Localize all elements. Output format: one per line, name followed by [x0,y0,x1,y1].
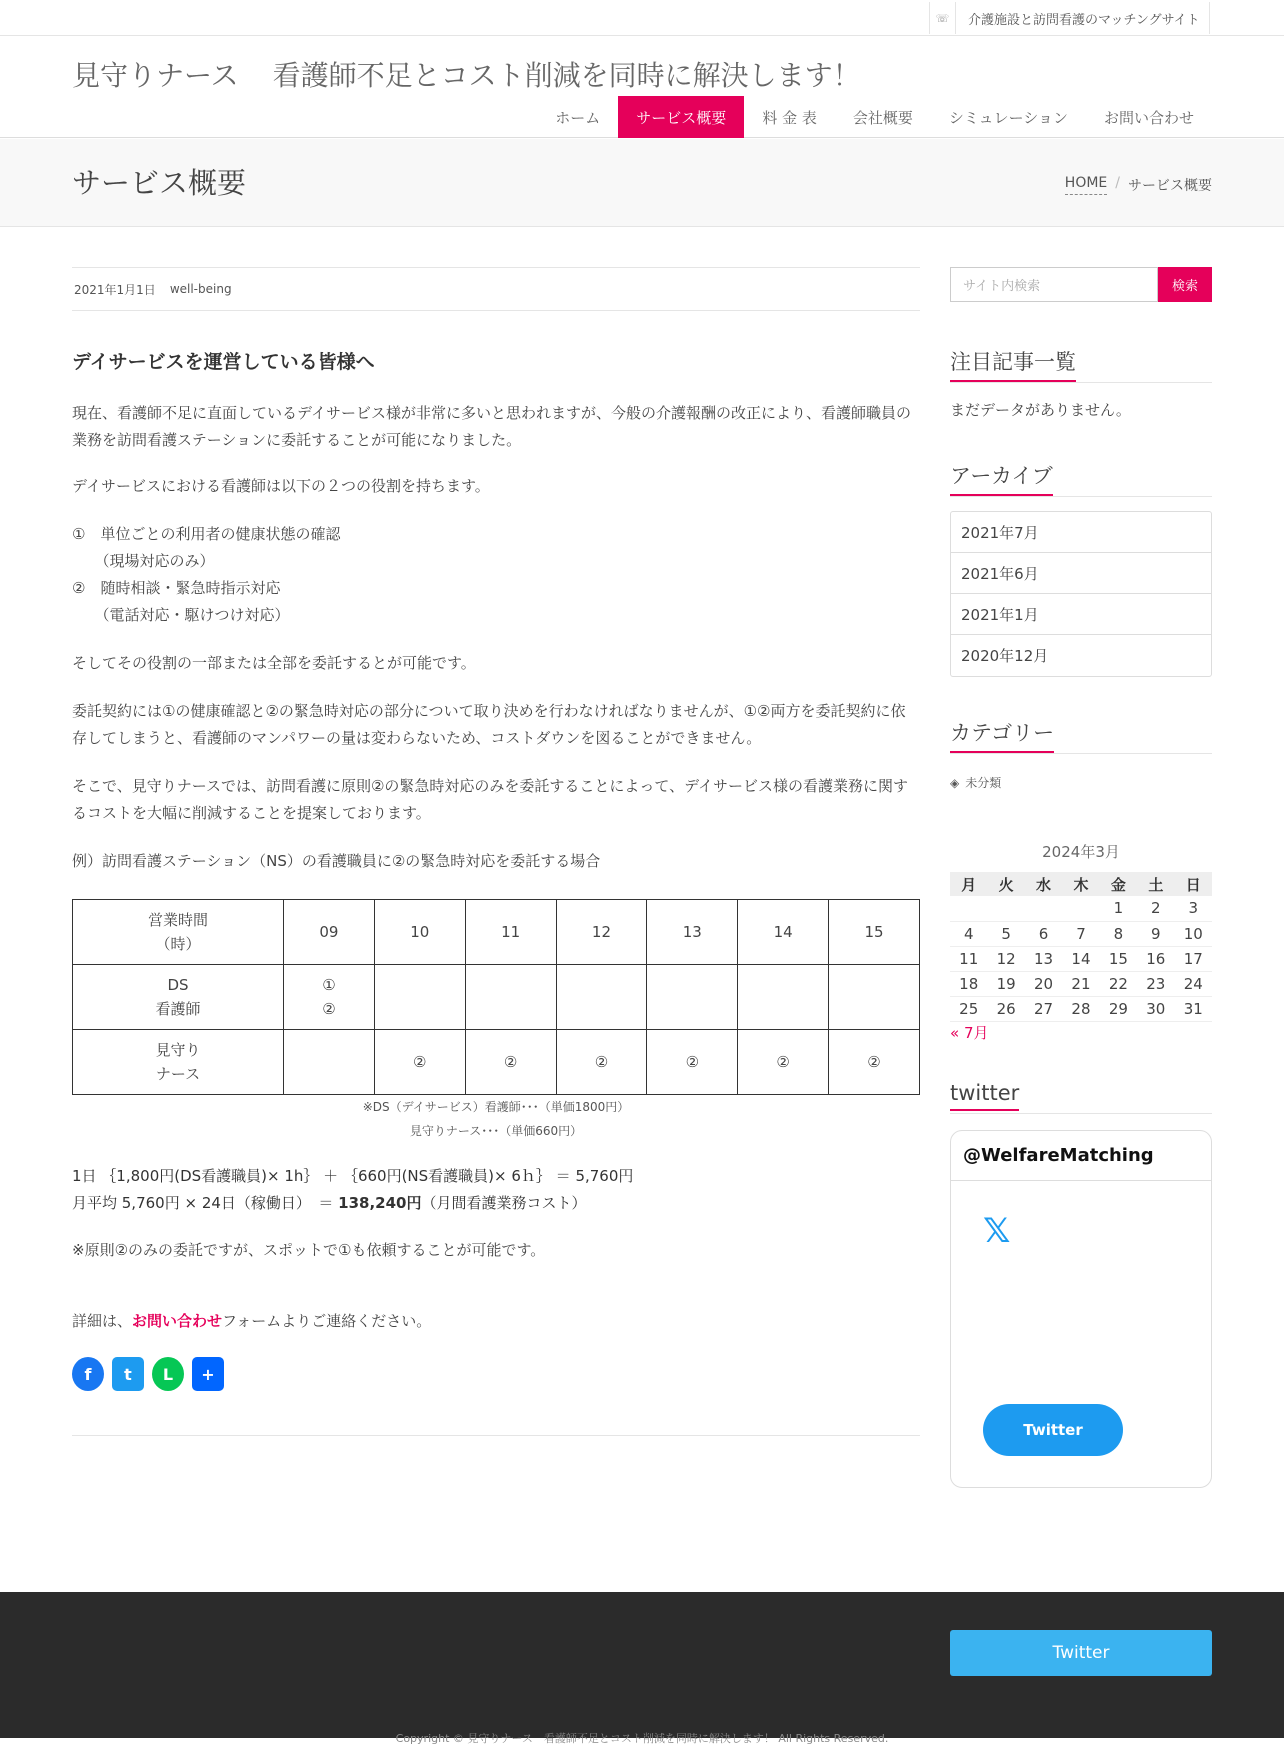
table-row [73,965,920,1030]
site-header [0,36,1284,138]
calendar-day: 5 [987,921,1024,946]
calendar-day: 1 [1100,896,1137,921]
monthly-total: 138,240円 [338,1194,422,1212]
ds-label-cell: DS 看護師 [73,965,284,1030]
role-1-note: （現場対応のみ） [72,552,215,570]
post-meta [72,267,920,311]
calendar-day [987,896,1024,921]
empty-cell [829,965,920,1030]
twitter-widget [950,1081,1212,1488]
calendar-day: 31 [1175,996,1212,1021]
role-2: ② 随時相談・緊急時指示対応 [72,579,281,597]
nav-simulation[interactable]: シミュレーション [948,108,1068,127]
calendar-day: 4 [950,921,987,946]
footer-twitter-button[interactable]: Twitter [950,1630,1212,1676]
search-input[interactable]: サイト内検索 [950,267,1158,302]
paragraph-example: 例）訪問看護ステーション（NS）の看護職員に②の緊急時対応を委託する場合 [72,852,601,870]
ns-cell: ② [738,1030,829,1095]
calendar-day: 13 [1025,946,1062,971]
archive-item[interactable]: 2021年7月 [951,512,1211,553]
nav-pricing[interactable]: 料 金 表 [762,108,817,127]
archive-item[interactable]: 2021年1月 [951,594,1211,635]
paragraph-contact: 詳細は、お問い合わせフォームよりご連絡ください。 [72,1312,432,1330]
line-icon[interactable]: L [152,1357,184,1391]
calendar-day: 9 [1137,921,1174,946]
calendar-day: 3 [1175,896,1212,921]
role-2-note: （電話対応・駆けつけ対応） [72,606,290,624]
archive-item[interactable]: 2020年12月 [961,647,1049,665]
main-nav [537,96,1212,138]
paragraph-contract: 委託契約には①の健康確認と②の緊急時対応の部分について取り決めを行わなければなりませんが、①②両方を委託契約に依存してしまうと、看護師のマンパワーの量は変わらないため、コストダウンを図ることができません。 [72,702,906,747]
calendar-day: 10 [1175,921,1212,946]
schedule-table [72,899,920,1095]
ns-cell: ② [374,1030,465,1095]
category-widget [950,717,1212,791]
site-description: 看護師不足とコスト削減を同時に解決します！ [272,59,861,92]
post-date: 2021年1月1日 [74,282,156,297]
empty-cell [374,965,465,1030]
calendar-table [950,872,1212,1022]
ns-cell: ② [647,1030,738,1095]
weekday-label: 水 [1025,872,1062,896]
ns-cell: ② [829,1030,920,1095]
table-header-cell: 営業時間 （時） [73,900,284,965]
phone-icon: ☏ [930,2,956,34]
twitter-icon[interactable]: t [112,1357,144,1391]
weekday-label: 月 [950,872,987,896]
page-header [0,139,1284,227]
twitter-embed-card [950,1130,1212,1488]
table-row [73,900,920,965]
paragraph-proposal: そこで、見守りナースでは、訪問看護に原則②の緊急時対応のみを委託することによって、デイサービス様の看護業務に関するコストを大幅に削減することを提案しております。 [72,777,909,822]
calendar-caption: 2024年3月 [1042,843,1120,861]
facebook-icon[interactable]: f [72,1357,104,1391]
role-1: ① 単位ごとの利用者の健康状態の確認 [72,525,341,543]
archive-item[interactable]: 2021年6月 [951,553,1211,594]
hour-cell: 14 [738,900,829,965]
main-content [72,267,920,1436]
calendar-day: 23 [1137,971,1174,996]
calendar-day: 19 [987,971,1024,996]
share-icon[interactable]: + [192,1357,224,1391]
hour-cell: 10 [374,900,465,965]
calendar-day: 27 [1025,996,1062,1021]
hour-cell: 13 [647,900,738,965]
widget-title: 注目記事一覧 [950,346,1212,383]
calendar-day [950,896,987,921]
calendar-day: 7 [1062,921,1099,946]
hour-cell: 12 [556,900,647,965]
empty-cell [738,965,829,1030]
calendar-day: 2 [1137,896,1174,921]
x-logo-icon: 𝕏 [983,1210,1011,1251]
calendar-day: 11 [950,946,987,971]
featured-empty: まだデータがありません。 [950,401,1131,419]
sidebar [950,267,1212,1488]
calendar-day: 28 [1062,996,1099,1021]
ns-cell: ② [465,1030,556,1095]
archive-widget [950,460,1212,677]
tagline-box [929,2,1210,34]
site-footer [0,1592,1284,1745]
nav-service[interactable]: サービス概要 [618,96,744,138]
calendar-widget [950,841,1212,1043]
twitter-view-button[interactable]: Twitter [983,1404,1123,1456]
weekday-label: 土 [1137,872,1174,896]
ds-cell: ① ② [284,965,375,1030]
calendar-prev-link[interactable]: « 7月 [950,1023,989,1042]
paragraph-intro: 現在、看護師不足に直面しているデイサービス様が非常に多いと思われますが、今般の介護報酬の改正により、看護師職員の業務を訪問看護ステーションに委託することが可能になりました。 [72,404,911,449]
calendar-day: 24 [1175,971,1212,996]
calendar-day: 8 [1100,921,1137,946]
breadcrumb-current: サービス概要 [1128,178,1212,194]
calendar-day: 14 [1062,946,1099,971]
weekday-label: 火 [987,872,1024,896]
post-heading: デイサービスを運営している皆様へ [72,351,375,373]
copyright: Copyright © 見守りナース 看護師不足とコスト削減を同時に解決します！ All Rights Reserved. [395,1732,889,1745]
widget-title: カテゴリー [950,717,1212,754]
ns-label-cell: 見守り ナース [73,1030,284,1095]
breadcrumb-separator: / [1115,175,1120,191]
calendar-day: 17 [1175,946,1212,971]
empty-cell [647,965,738,1030]
weekday-label: 木 [1062,872,1099,896]
calendar-day: 21 [1062,971,1099,996]
search-button[interactable]: 検索 [1158,267,1212,302]
calendar-day: 25 [950,996,987,1021]
nav-company[interactable]: 会社概要 [852,108,913,127]
content-divider [72,1435,920,1436]
calendar-day: 20 [1025,971,1062,996]
calendar-day: 15 [1100,946,1137,971]
post-author[interactable]: well-being [169,282,232,296]
empty-cell [556,965,647,1030]
calendar-day: 22 [1100,971,1137,996]
site-name: 見守りナース [72,59,239,92]
calendar-day: 29 [1100,996,1137,1021]
nav-contact[interactable]: お問い合わせ [1103,108,1194,127]
site-tagline: 介護施設と訪問看護のマッチングサイト [968,12,1200,28]
tag-icon: ◈ [950,775,960,790]
hour-cell: 11 [465,900,556,965]
calendar-day: 16 [1137,946,1174,971]
widget-title: twitter [950,1081,1212,1114]
calendar-day: 30 [1137,996,1174,1021]
calendar-day: 18 [950,971,987,996]
share-buttons [72,1357,920,1391]
featured-widget [950,346,1212,420]
ns-cell: ② [556,1030,647,1095]
breadcrumb [1065,175,1212,195]
roles-list [72,521,920,629]
weekday-label: 日 [1175,872,1212,896]
nav-home[interactable]: ホーム [555,108,601,127]
calc-daily: 1日 ｛1,800円(DS看護職員)× 1h｝ ＋ ｛660円(NS看護職員)× 6ｈ｝ ＝ 5,760円 [72,1167,634,1185]
calendar-day: 26 [987,996,1024,1021]
calendar-day [1025,896,1062,921]
table-row [73,1030,920,1095]
calendar-day: 12 [987,946,1024,971]
contact-link[interactable]: お問い合わせ [132,1312,223,1330]
paragraph-roles-intro: デイサービスにおける看護師は以下の２つの役割を持ちます。 [72,477,490,495]
calendar-day [1062,896,1099,921]
breadcrumb-home[interactable]: HOME [1065,175,1107,195]
hour-cell: 15 [829,900,920,965]
empty-cell [465,965,556,1030]
ns-cell [284,1030,375,1095]
twitter-handle[interactable]: @WelfareMatching [951,1131,1211,1181]
hour-cell: 09 [284,900,375,965]
archive-list [950,511,1212,677]
table-note-ds: ※DS（デイサービス）看護師･･･（単価1800円） [362,1100,630,1114]
weekday-label: 金 [1100,872,1137,896]
table-note-ns: 見守りナース･･･（単価660円） [409,1124,583,1138]
category-tag[interactable]: ◈ 未分類 [950,775,1002,790]
paragraph-delegation: そしてその役割の一部または全部を委託するとが可能です。 [72,654,476,672]
search-form [950,267,1212,302]
calc-monthly: 月平均 5,760円 × 24日（稼働日） ＝ 138,240円（月間看護業務コスト） [72,1194,587,1212]
site-title-link[interactable] [72,54,861,94]
page-title: サービス概要 [72,166,247,200]
calendar-day: 6 [1025,921,1062,946]
top-bar [0,0,1284,36]
widget-title: アーカイブ [950,460,1212,497]
paragraph-spot: ※原則②のみの委託ですが、スポットで①も依頼することが可能です。 [72,1241,546,1259]
